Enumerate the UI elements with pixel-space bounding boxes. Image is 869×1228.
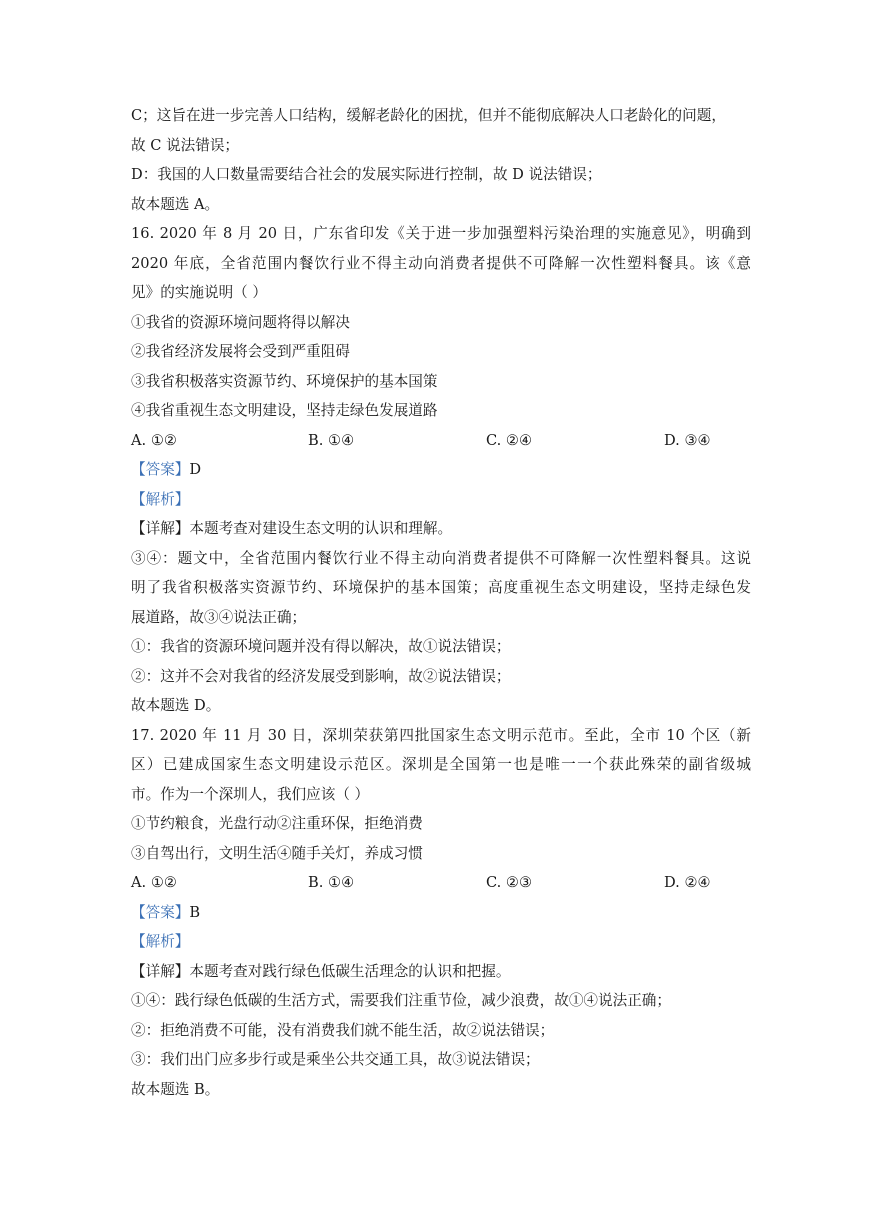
q16-answer-tag: 【答案】 [131,461,190,478]
prev-conclusion: 故本题选 A。 [131,196,220,213]
q16-option-d: D. ③④ [664,432,711,449]
q16-option-b: B. ①④ [308,432,355,449]
q16-statement-4: ④我省重视生态文明建设，坚持走绿色发展道路 [131,402,438,419]
q16-explanation-line1: ③④：题文中，全省范围内餐饮行业不得主动向消费者提供不可降解一次性塑料餐具。这说 [131,550,751,567]
q16-detail: 【详解】本题考查对建设生态文明的认识和理解。 [131,520,453,537]
q17-option-b: B. ①④ [308,874,355,891]
q17-option-a: A. ①② [131,874,177,891]
q16-answer-value: D [189,461,202,478]
q17-detail: 【详解】本题考查对践行绿色低碳生活理念的认识和把握。 [131,963,511,980]
q17-explanation-line2: ②：拒绝消费不可能，没有消费我们就不能生活，故②说法错误； [131,1022,555,1039]
q17-explanation-line3: ③：我们出门应多步行或是乘坐公共交通工具，故③说法错误； [131,1051,540,1068]
q17-option-d: D. ②④ [664,874,711,891]
q16-statement-3: ③我省积极落实资源节约、环境保护的基本国策 [131,373,438,390]
q17-answer [131,903,751,923]
q17-stem-line2: 区）已建成国家生态文明建设示范区。深圳是全国第一也是唯一一个获此殊荣的副省级城 [131,756,751,773]
q16-explanation-line5: ②：这并不会对我省的经济发展受到影响，故②说法错误； [131,668,511,685]
q16-answer [131,460,751,480]
q16-stem-line3: 见》的实施说明（ ） [131,284,267,301]
q17-options [131,873,751,893]
q17-explanation-line1: ①④：践行绿色低碳的生活方式，需要我们注重节俭，减少浪费，故①④说法正确； [131,992,671,1009]
q17-answer-tag: 【答案】 [131,904,190,921]
q17-analysis-tag: 【解析】 [131,933,190,950]
q16-conclusion: 故本题选 D。 [131,697,221,714]
q16-option-c: C. ②④ [486,432,533,449]
q17-answer-value: B [189,904,201,921]
q16-options [131,431,751,451]
q16-statement-1: ①我省的资源环境问题将得以解决 [131,314,350,331]
q17-stem-line3: 市。作为一个深圳人，我们应该（ ） [131,786,370,803]
q17-stem-line1: 17. 2020 年 11 月 30 日，深圳荣获第四批国家生态文明示范市。至此，全市 10 个区（新 [131,727,751,744]
q16-explanation-line2: 明了我省积极落实资源节约、环境保护的基本国策；高度重视生态文明建设，坚持走绿色发 [131,579,751,596]
q16-option-a: A. ①② [131,432,177,449]
q17-statements-line2: ③自驾出行，文明生活④随手关灯，养成习惯 [131,845,423,862]
q17-option-c: C. ②③ [486,874,533,891]
q16-stem-line1: 16. 2020 年 8 月 20 日，广东省印发《关于进一步加强塑料污染治理的实施意见》，明确到 [131,225,751,242]
q16-statement-2: ②我省经济发展将会受到严重阻碍 [131,343,350,360]
q16-stem-line2: 2020 年底，全省范围内餐饮行业不得主动向消费者提供不可降解一次性塑料餐具。该《意 [131,255,751,272]
explanation-c-line1: C；这旨在进一步完善人口结构，缓解老龄化的困扰，但并不能彻底解决人口老龄化的问题， [131,107,726,124]
q16-analysis-tag: 【解析】 [131,491,190,508]
explanation-c-line2: 故 C 说法错误； [131,137,240,154]
q16-explanation-line4: ①：我省的资源环境问题并没有得以解决，故①说法错误； [131,638,511,655]
explanation-d-line: D：我国的人口数量需要结合社会的发展实际进行控制，故 D 说法错误； [131,166,602,183]
q17-statements-line1: ①节约粮食，光盘行动②注重环保，拒绝消费 [131,815,423,832]
q17-conclusion: 故本题选 B。 [131,1081,220,1098]
q16-explanation-line3: 展道路，故③④说法正确； [131,609,307,626]
